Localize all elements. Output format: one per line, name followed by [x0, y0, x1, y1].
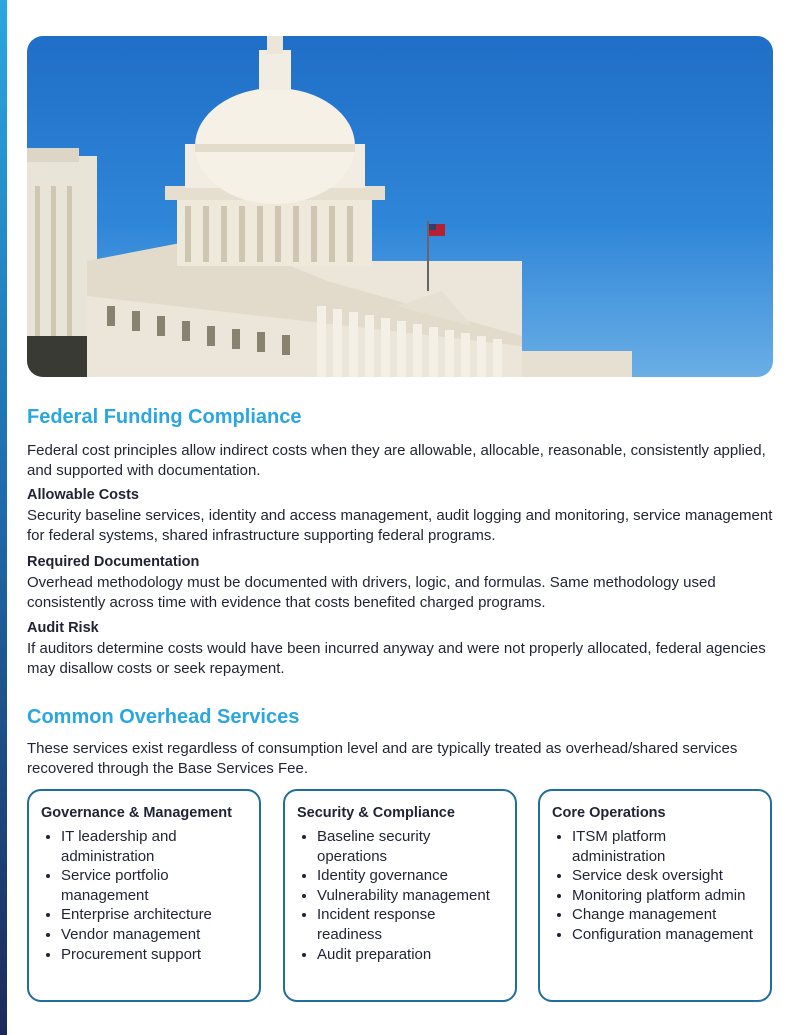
list-item: • Audit preparation: [317, 945, 503, 965]
card-title: Governance & Management: [41, 805, 232, 821]
federal-intro-text: Federal cost principles allow indirect costs when they are allowable, allocable, reasonable, consistently applied, and supported with documentation.: [27, 442, 766, 479]
audit-risk-text: If auditors determine costs would have been incurred anyway and were not properly allocated, federal agencies may disallow costs or seek repayment.: [27, 640, 766, 677]
allowable-costs-text: Security baseline services, identity and access management, audit logging and monitoring, service management for federal systems, shared infrastructure supporting federal programs.: [27, 507, 773, 544]
card-title: Core Operations: [552, 805, 666, 821]
list-item: • ITSM platform administration: [572, 827, 758, 866]
common-overhead-title: Common Overhead Services: [27, 706, 300, 728]
card-list: [297, 827, 503, 964]
list-item: • Configuration management: [572, 925, 758, 945]
card-security-compliance: [283, 789, 517, 1002]
list-item: • Baseline security operations: [317, 827, 503, 866]
federal-funding-title: Federal Funding Compliance: [27, 406, 302, 428]
left-edge-accent-bar: [0, 0, 7, 1035]
allowable-costs-heading: Allowable Costs: [27, 487, 139, 503]
card-title: Security & Compliance: [297, 805, 455, 821]
card-list: [41, 827, 247, 964]
hero-capitol-image: [27, 36, 773, 377]
list-item: • Vendor management: [61, 925, 247, 945]
list-item: • Service desk oversight: [572, 866, 758, 886]
list-item: • IT leadership and administration: [61, 827, 247, 866]
list-item: • Change management: [572, 905, 758, 925]
list-item: • Service portfolio management: [61, 866, 247, 905]
card-core-operations: [538, 789, 772, 1002]
list-item: • Monitoring platform admin: [572, 886, 758, 906]
required-documentation-text: Overhead methodology must be documented with drivers, logic, and formulas. Same methodology used consistently across time with evidence that costs benefited charged programs.: [27, 574, 716, 611]
list-item: • Procurement support: [61, 945, 247, 965]
list-item: • Vulnerability management: [317, 886, 503, 906]
capitol-illustration: [27, 36, 773, 377]
audit-risk-heading: Audit Risk: [27, 620, 99, 636]
card-list: [552, 827, 758, 945]
overhead-intro-text: These services exist regardless of consumption level and are typically treated as overhead/shared services recovered through the Base Services Fee.: [27, 740, 738, 777]
card-governance-management: [27, 789, 261, 1002]
list-item: • Identity governance: [317, 866, 503, 886]
list-item: • Incident response readiness: [317, 905, 503, 944]
list-item: • Enterprise architecture: [61, 905, 247, 925]
required-documentation-heading: Required Documentation: [27, 554, 200, 570]
